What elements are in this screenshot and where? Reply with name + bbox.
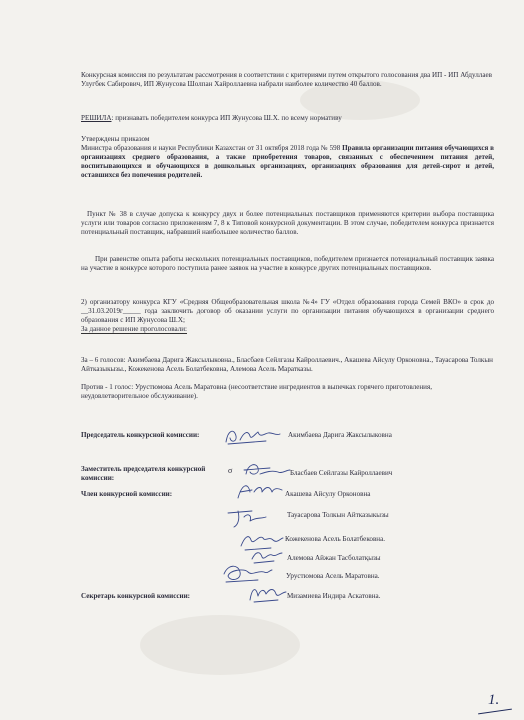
order-heading: Утверждены приказом [81, 135, 150, 143]
contract-deadline: __31.03.2019г_____ [81, 306, 141, 315]
decision-line [81, 114, 494, 123]
paragraph-intro: Конкурсная комиссия по результатам рассмотрения в соответствии с критериями путем открытого голосования два ИП - ИП Абдуллаев Улугбек Сабирович, ИП Жунусова Шолпан Хайроллаевна набрали наиболее количество 40 баллов. [81, 71, 492, 88]
member-name-4: Алемова Айжан Тасболатқызы [287, 554, 381, 562]
member-name-2: Тауасарова Толкын Айтказыкызы [287, 511, 389, 519]
chairman-label: Председатель конкурсной комиссии: [81, 431, 200, 439]
voted-line [81, 325, 494, 334]
member-label: Член конкурсной комиссии: [81, 490, 173, 498]
chairman-name: Акимбаева Дарига Жаксылыковна [288, 431, 392, 439]
paragraph-equal-experience: При равенстве опыта работы нескольких потенциальных поставщиков, победителем признается потенциальный поставщик заявка на участие в конкурсе которого поступила ранее заявок на участие в конкурсе других потенциальных поставщиков. [81, 255, 494, 272]
chairman-signature [222, 424, 292, 448]
order-rules-title: Правила организации питания обучающихся в организациях среднего образования, а также приобретения товаров, связанных с обеспечением питания детей, воспитывающихся и обучающихся в дошкольных организациях, организациях образования для детей-сирот и детей, оставшихся без попечения родителей. [81, 144, 494, 179]
votes-for: За – 6 голосов: Акимбаева Дарига Жаксылыковна., Бласбаев Сейлгазы Кайроллаевич., Акашева Айсулу Орконовна., Тауасарова Толкын Айтказыкызы., Кожекенова Асель Болатбековна, Алемова Асель Маратказы. [81, 356, 493, 373]
member-signature-1 [232, 478, 286, 504]
order-text: Министра образования и науки Республики Казахстан от 31 октября 2018 года № 598 [81, 144, 343, 152]
votes-against: Против - 1 голос: Урустюмова Асель Маратовна (несоответствие ингредиентов в выпечках горячего приготовления, неудовлетворительное обслуживание). [81, 383, 432, 400]
deputy-name: Бласбаев Сейлгазы Кайроллаевич [290, 469, 393, 477]
voted-line-text: За данное решение проголосовали: [81, 325, 188, 333]
deputy-label: Заместитель председателя конкурсной комиссии: [81, 465, 206, 482]
member-name-5: Урустюмова Асель Маратовна. [286, 572, 380, 580]
member-name-1: Акашева Айсулу Орконовна [285, 490, 371, 498]
deputy-mark: σ [228, 466, 233, 475]
decision-text: : признавать победителем конкурса ИП Жунусова Ш.Х. по всему нормативу [111, 114, 342, 122]
secretary-label: Секретарь конкурсной комиссии: [81, 592, 191, 600]
order-paragraph [81, 144, 494, 180]
organizer-text-2: года заключить договор об оказании услуги по организации питания обучающихся в организации среднего образования с ИП Жунусова Ш.Х; [81, 306, 494, 324]
paragraph-organizer [81, 298, 494, 325]
organizer-text-1: 2) организатору конкурса КГУ «Средняя Общеобразовательная школа №4» ГУ «Отдел образования города Семей ВКО» в срок до [81, 298, 494, 306]
member-name-3: Кожекенова Асель Болатбековна. [285, 535, 386, 543]
page-number-underline [478, 709, 512, 715]
secretary-name: Мизамиева Индира Аскатовна. [287, 592, 381, 600]
decision-label: РЕШИЛА [81, 114, 112, 122]
paragraph-point-38: Пункт № 38 в случае допуска к конкурсу двух и более потенциальных поставщиков применяются критерии выбора поставщика услуги или товаров согласно приложениям 7, 8 к Типовой конкурсной документации. В этом случае, победителем конкурса признается потенциальный поставщик, набравший наибольшее количество баллов. [81, 210, 494, 236]
scan-smudge [140, 615, 300, 675]
page-number: 1. [488, 692, 500, 708]
secretary-signature [244, 582, 288, 606]
